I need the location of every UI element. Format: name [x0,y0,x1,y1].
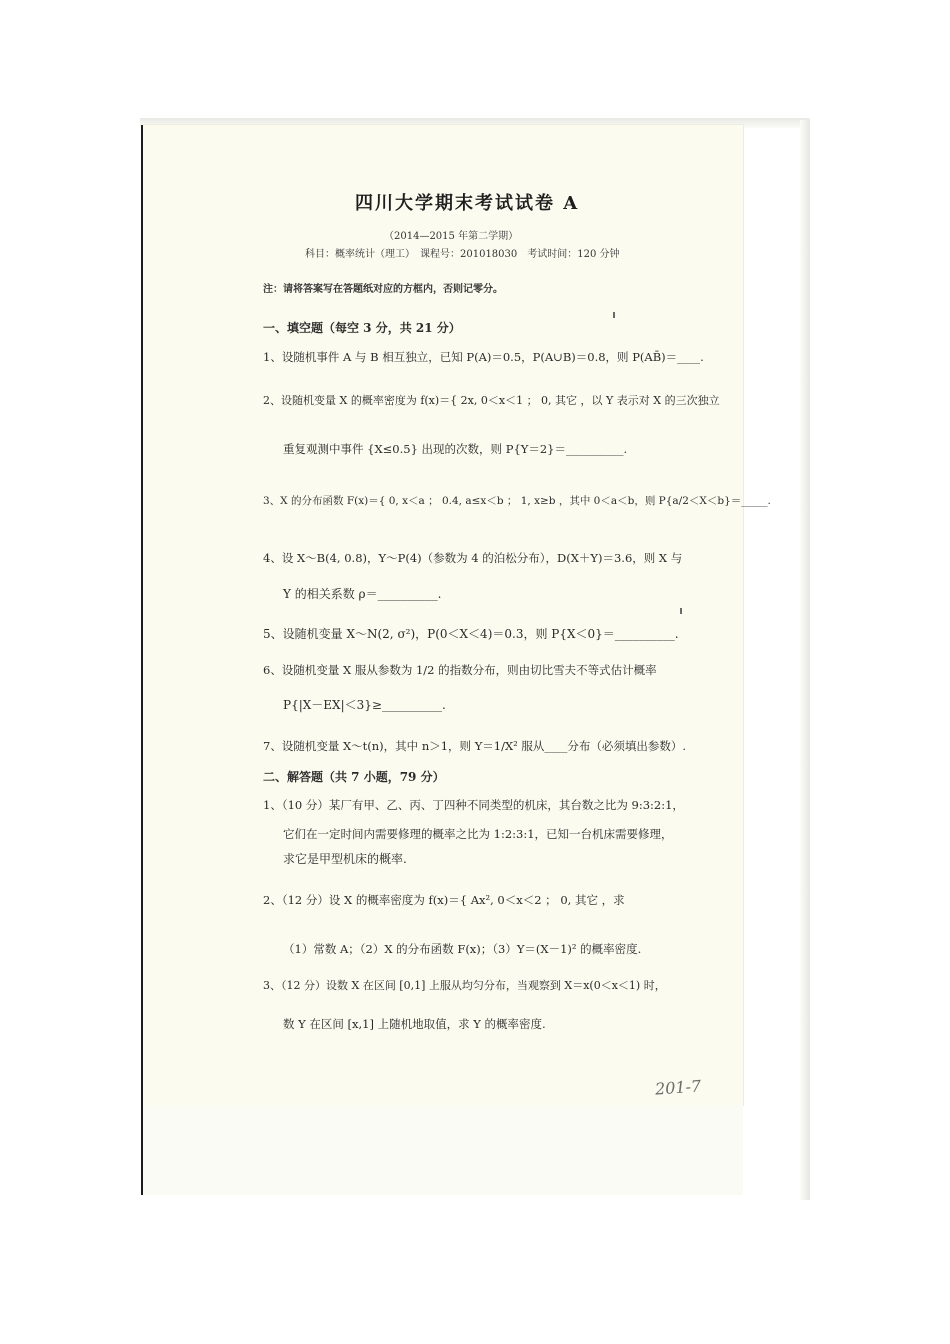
scan-edge-right [800,120,810,1200]
stray-mark [680,608,682,614]
question-2-line2: 重复观测中事件 {X≤0.5} 出现的次数，则 P{Y＝2}＝__________. [283,442,628,456]
problem-1-line3: 求它是甲型机床的概率. [283,852,407,866]
stray-mark [613,312,615,318]
problem-3-line2: 数 Y 在区间 [x,1] 上随机地取值，求 Y 的概率密度. [283,1017,546,1031]
problem-1-line2: 它们在一定时间内需要修理的概率之比为 1:2:3:1，已知一台机床需要修理， [283,827,673,841]
question-4-line2: Y 的相关系数 ρ＝__________. [283,587,442,601]
exam-paper [143,125,743,1105]
question-2-line1: 2、设随机变量 X 的概率密度为 f(x)＝{ 2x, 0＜x＜1 ； 0, 其它 ，以 Y 表示对 X 的三次独立 [263,394,720,407]
scan-left-border [141,125,143,1195]
question-6-line1: 6、设随机变量 X 服从参数为 1/2 的指数分布，则由切比雪夫不等式估计概率 [263,663,657,677]
question-6-line2: P{|X－EX|＜3}≥__________. [283,698,446,712]
question-3: 3、X 的分布函数 F(x)＝{ 0, x＜a ； 0.4, a≤x＜b ； 1, x≥b ，其中 0＜a＜b，则 P{a/2＜X＜b}＝_____. [263,495,771,507]
section2-header: 二、解答题（共 7 小题，79 分） [263,770,445,784]
paper-lower-margin [143,1105,743,1195]
question-1: 1、设随机事件 A 与 B 相互独立，已知 P(A)＝0.5，P(A∪B)＝0.8，则 P(AB̄)＝____. [263,350,704,364]
handwritten-note: 201-7 [654,1076,702,1099]
exam-note: 注：请将答案写在答题纸对应的方框内，否则记零分。 [263,284,503,295]
question-4-line1: 4、设 X～B(4, 0.8)，Y～P(4)（参数为 4 的泊松分布），D(X＋Y)＝3.6，则 X 与 [263,551,683,565]
exam-term: （2014—2015 年第二学期） [384,231,519,242]
question-7: 7、设随机变量 X～t(n)，其中 n＞1，则 Y＝1/X² 服从____分布（必须填出参数）. [263,739,687,753]
problem-1-line1: 1、（10 分）某厂有甲、乙、丙、丁四种不同类型的机床，其台数之比为 9:3:2:1， [263,798,684,812]
problem-3-line1: 3、（12 分）设数 X 在区间 [0,1] 上服从均匀分布，当观察到 X＝x(0＜x＜1) 时， [263,979,666,992]
problem-2-line2: （1）常数 A；（2）X 的分布函数 F(x)；（3）Y＝(X－1)² 的概率密度. [283,942,642,956]
exam-info: 科目：概率统计（理工） 课程号：201018030 考试时间：120 分钟 [305,249,620,260]
problem-2-line1: 2、（12 分）设 X 的概率密度为 f(x)＝{ Ax², 0＜x＜2 ； 0, 其它 ，求 [263,893,625,907]
question-5: 5、设随机变量 X～N(2, σ²)，P(0＜X＜4)＝0.3，则 P{X＜0}＝__________. [263,627,679,641]
section1-header: 一、填空题（每空 3 分，共 21 分） [263,321,461,335]
exam-title: 四川大学期末考试试卷 A [355,193,580,214]
